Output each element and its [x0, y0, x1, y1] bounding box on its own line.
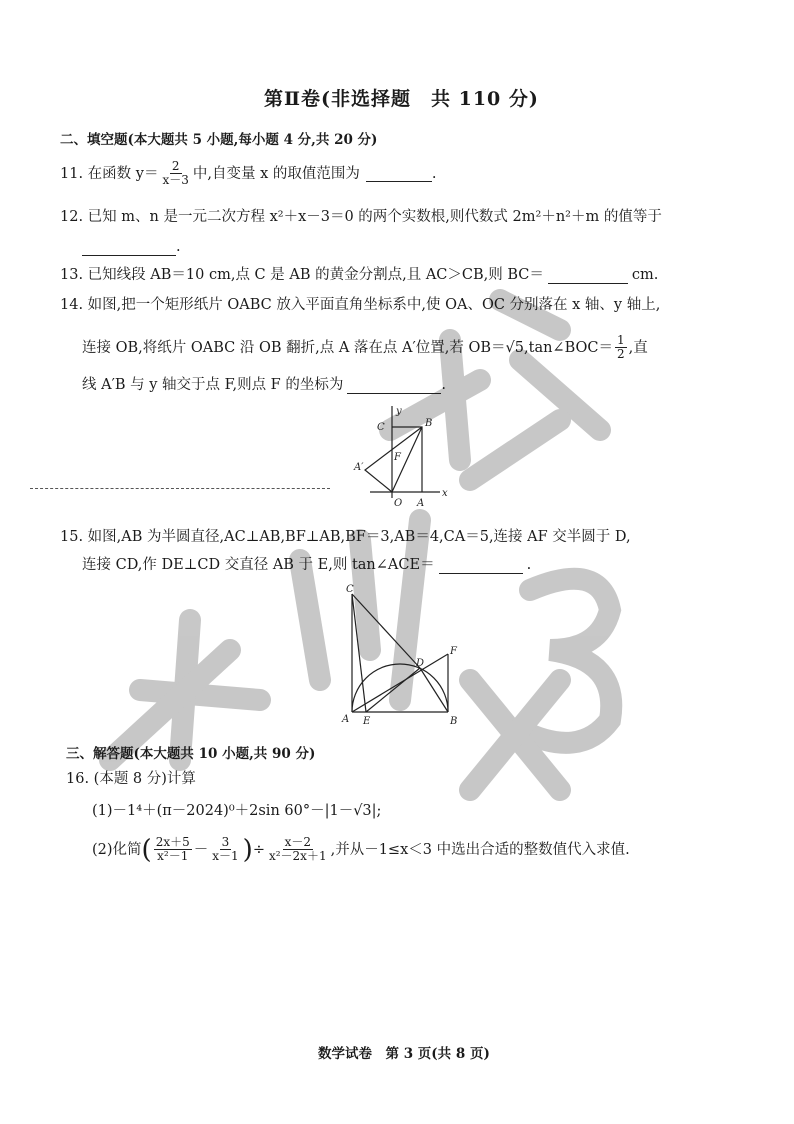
- q12-end: .: [176, 239, 181, 255]
- q15-segment-db: [420, 668, 448, 712]
- q12-answer-blank[interactable]: [82, 241, 176, 256]
- section-3-heading: 三、解答题(本大题共 10 小题,共 90 分): [66, 746, 316, 762]
- q14-line3-text: 线 A′B 与 y 轴交于点 F,则点 F 的坐标为: [82, 377, 344, 393]
- question-12-line2: [82, 238, 181, 256]
- q16-f2-num: 3: [221, 835, 230, 849]
- q15-figure: [336, 580, 476, 732]
- q15-label-b: B: [450, 716, 458, 727]
- question-14-line2: [82, 334, 648, 361]
- question-11: [60, 160, 437, 187]
- q11-frac-num: 2: [171, 159, 180, 173]
- q16-right-paren: ): [242, 834, 253, 865]
- q16-f3-num: x－2: [284, 835, 311, 849]
- q16-part2-suffix: ,并从－1≤x＜3 中选出合适的整数值代入求值.: [330, 841, 630, 858]
- page-footer: 数学试卷 第 3 页(共 8 页): [318, 1046, 490, 1062]
- q15-label-a: A: [342, 714, 350, 725]
- q15-end: .: [526, 557, 532, 573]
- q15-line2-text: 连接 CD,作 DE⊥CD 交直径 AB 于 E,则 tan∠ACE＝: [82, 557, 435, 573]
- q15-label-f: F: [450, 646, 457, 657]
- question-14-line3: [82, 376, 446, 394]
- question-13: [60, 266, 658, 284]
- q16-f3-den: x²－2x＋1: [268, 849, 327, 863]
- q15-label-e: E: [363, 716, 371, 727]
- q14-frac-num: 1: [617, 333, 625, 347]
- section-2-heading: 二、填空题(本大题共 5 小题,每小题 4 分,共 20 分): [60, 132, 378, 148]
- q14-line2-text: 连接 OB,将纸片 OABC 沿 OB 翻折,点 A 落在点 A′位置,若 OB＝√5,tan∠BOC＝: [82, 339, 613, 356]
- q14-label-o: O: [394, 498, 403, 509]
- q16-f1-den: x²－1: [157, 849, 189, 863]
- q15-label-c: C: [346, 584, 354, 595]
- question-14-line1: 14. 如图,把一个矩形纸片 OABC 放入平面直角坐标系中,使 OA、OC 分别落在 x 轴、y 轴上,: [60, 297, 661, 313]
- q14-frac-den: 2: [617, 347, 625, 361]
- q14-line2-tail: ,直: [628, 339, 648, 356]
- page-title: 第Ⅱ卷(非选择题 共 110 分): [264, 88, 539, 110]
- q16-f2-den: x－1: [212, 849, 239, 863]
- q16-left-paren: (: [141, 834, 152, 865]
- question-12-line1: 12. 已知 m、n 是一元二次方程 x²＋x－3＝0 的两个实数根,则代数式 2m²＋n²＋m 的值等于: [60, 209, 662, 225]
- q14-label-a: A: [417, 498, 425, 509]
- q15-semicircle: [352, 664, 448, 712]
- q15-segment-ce: [352, 594, 366, 712]
- q16-f1-num: 2x＋5: [155, 835, 190, 849]
- question-16-part2: [92, 836, 630, 863]
- q14-answer-blank[interactable]: [347, 377, 441, 394]
- q15-segment-de: [366, 668, 420, 712]
- q14-label-a-prime: A′: [354, 462, 364, 473]
- q14-fraction: [615, 334, 627, 361]
- q13-answer-blank[interactable]: [548, 267, 628, 284]
- question-16-heading: 16. (本题 8 分)计算: [66, 771, 196, 787]
- q16-divide: ÷: [252, 841, 265, 858]
- q16-fraction-2: [210, 836, 240, 863]
- q15-segment-af: [352, 654, 448, 712]
- q14-figure: [340, 402, 460, 514]
- question-15-line2: [82, 556, 531, 574]
- q16-fraction-1: [154, 836, 192, 863]
- q16-part2-prefix: (2)化简: [92, 841, 142, 858]
- q14-end: .: [441, 377, 446, 393]
- q13-text: 13. 已知线段 AB＝10 cm,点 C 是 AB 的黄金分割点,且 AC＞CB,则 BC＝: [60, 267, 544, 283]
- q11-suffix: 中,自变量 x 的取值范围为: [192, 165, 360, 182]
- scan-divider: [30, 488, 330, 489]
- q11-fraction: [160, 160, 190, 187]
- q15-label-d: D: [416, 658, 425, 669]
- question-16-part1: (1)－1⁴＋(π－2024)⁰＋2sin 60°－|1－√3|;: [92, 803, 382, 819]
- q13-unit: cm.: [631, 267, 659, 283]
- q14-label-b: B: [425, 418, 433, 429]
- q14-label-f: F: [394, 452, 401, 463]
- question-15-line1: 15. 如图,AB 为半圆直径,AC⊥AB,BF⊥AB,BF＝3,AB＝4,CA＝5,连接 AF 交半圆于 D,: [60, 529, 631, 545]
- q11-frac-den: x－3: [162, 173, 189, 187]
- q16-minus: －: [193, 841, 209, 858]
- q11-end: .: [431, 165, 437, 182]
- q14-label-x: x: [442, 488, 448, 499]
- q15-answer-blank[interactable]: [439, 557, 523, 574]
- q14-label-y: y: [396, 406, 402, 417]
- q16-fraction-3: [267, 836, 329, 863]
- q11-prefix: 11. 在函数 y＝: [60, 165, 159, 182]
- q15-segment-cd: [352, 594, 420, 668]
- q11-answer-blank[interactable]: [366, 165, 432, 182]
- q14-label-c: C: [377, 422, 385, 433]
